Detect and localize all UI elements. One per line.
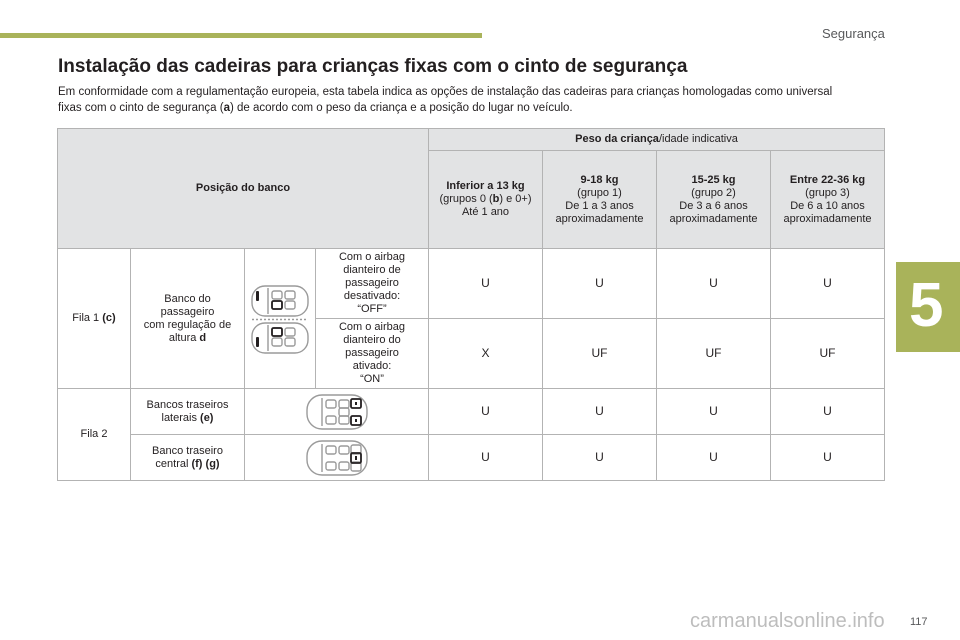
- value-cell: U: [543, 435, 657, 481]
- row1-label: Fila 1 (c): [58, 249, 131, 389]
- header-accent-bar: [0, 33, 482, 38]
- value-cell: UF: [543, 319, 657, 389]
- car-top-view-rear-central-icon: [304, 438, 370, 478]
- value-cell: U: [543, 389, 657, 435]
- child-seat-table: [57, 128, 885, 481]
- value-cell: U: [657, 389, 771, 435]
- car-top-view-front-seat-icon: [248, 279, 312, 359]
- value-cell: U: [771, 435, 885, 481]
- weight-header: Peso da criança/idade indicativa: [429, 129, 885, 151]
- value-cell: U: [771, 389, 885, 435]
- group-0-header: Inferior a 13 kg (grupos 0 (b) e 0+) Até 1 ano: [429, 151, 543, 249]
- section-label: Segurança: [822, 26, 885, 41]
- value-cell: U: [771, 249, 885, 319]
- row2-label: Fila 2: [58, 389, 131, 481]
- intro-text-before: Em conformidade com a regulamentação europeia, esta tabela indica as opções de instalação das cadeiras para crianças homologadas como universal fixas com o cinto de segurança (: [58, 86, 833, 114]
- group-2-header: 15-25 kg (grupo 2) De 3 a 6 anos aproximadamente: [657, 151, 771, 249]
- page-number: 117: [910, 616, 928, 628]
- value-cell: U: [429, 249, 543, 319]
- row1-seat-description: Banco do passageiro com regulação de altura d: [131, 249, 245, 389]
- airbag-on-description: Com o airbag dianteiro do passageiro ativado: “ON”: [316, 319, 429, 389]
- page-title: Instalação das cadeiras para crianças fixas com o cinto de segurança: [58, 56, 688, 77]
- rear-lateral-image-cell: [245, 389, 429, 435]
- position-header: Posição do banco: [58, 129, 429, 249]
- watermark: carmanualsonline.info: [690, 610, 885, 632]
- rear-central-description: Banco traseiro central (f) (g): [131, 435, 245, 481]
- value-cell: X: [429, 319, 543, 389]
- value-cell: UF: [771, 319, 885, 389]
- group-1-header: 9-18 kg (grupo 1) De 1 a 3 anos aproximadamente: [543, 151, 657, 249]
- intro-text-bold: a: [223, 102, 230, 114]
- intro-paragraph: [58, 84, 858, 116]
- front-seat-image-cell: [245, 249, 316, 389]
- group-3-header: Entre 22-36 kg (grupo 3) De 6 a 10 anos aproximadamente: [771, 151, 885, 249]
- chapter-number: 5: [909, 271, 944, 340]
- value-cell: U: [657, 435, 771, 481]
- value-cell: U: [657, 249, 771, 319]
- value-cell: U: [543, 249, 657, 319]
- airbag-off-description: Com o airbag dianteiro de passageiro desativado: “OFF”: [316, 249, 429, 319]
- rear-central-image-cell: [245, 435, 429, 481]
- car-top-view-rear-lateral-icon: [304, 392, 370, 432]
- intro-text-after: ) de acordo com o peso da criança e a posição do lugar no veículo.: [229, 102, 573, 114]
- value-cell: U: [429, 389, 543, 435]
- value-cell: U: [429, 435, 543, 481]
- value-cell: UF: [657, 319, 771, 389]
- rear-lateral-description: Bancos traseiros laterais (e): [131, 389, 245, 435]
